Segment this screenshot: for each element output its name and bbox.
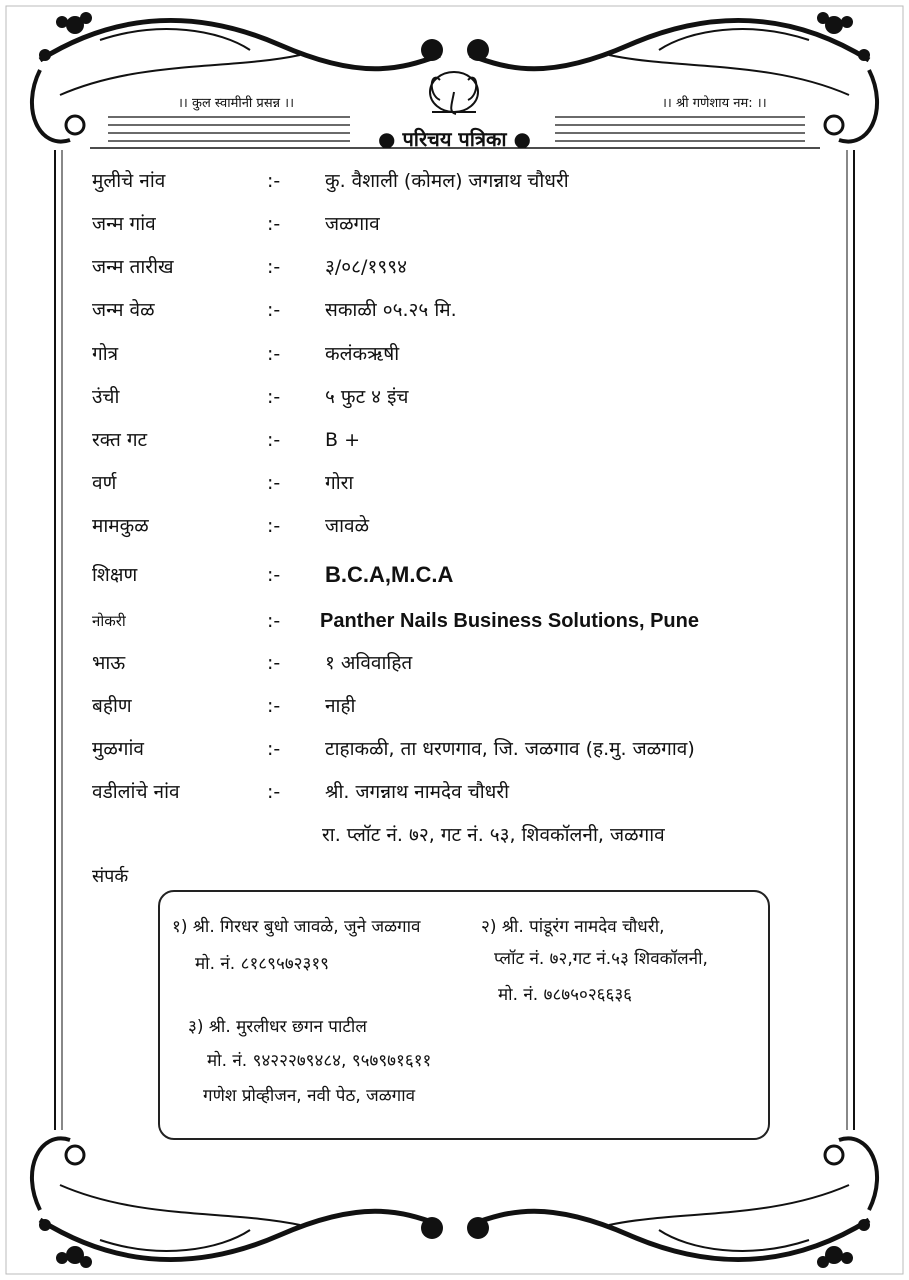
value-father-name: श्री. जगन्नाथ नामदेव चौधरी xyxy=(325,781,510,803)
separator: :- xyxy=(267,299,281,321)
value-blood-group: B + xyxy=(325,429,360,451)
label-maternal-family: मामकुळ xyxy=(92,515,149,537)
contact-1-phone: मो. नं. ८१८९५७२३१९ xyxy=(195,954,330,974)
bullet-right-icon: ● xyxy=(513,127,531,151)
separator: :- xyxy=(267,652,281,674)
value-birthtime: सकाळी ०५.२५ मि. xyxy=(325,299,457,321)
label-complexion: वर्ण xyxy=(92,472,117,494)
value-birthdate: ३/०८/१९९४ xyxy=(325,256,407,278)
contact-2-address: प्लॉट नं. ७२,गट नं.५३ शिवकॉलनी, xyxy=(494,949,708,969)
value-education: B.C.A,M.C.A xyxy=(325,562,454,587)
label-brother: भाऊ xyxy=(92,652,126,674)
label-birthtime: जन्म वेळ xyxy=(92,299,155,321)
page-title xyxy=(0,125,909,152)
separator: :- xyxy=(267,564,281,586)
value-height: ५ फुट ४ इंच xyxy=(325,386,409,408)
separator: :- xyxy=(267,695,281,717)
label-birthdate: जन्म तारीख xyxy=(92,256,174,278)
label-blood-group: रक्त गट xyxy=(92,429,148,451)
separator: :- xyxy=(267,738,281,760)
separator: :- xyxy=(267,213,281,235)
contact-3-name: ३) श्री. मुरलीधर छगन पाटील xyxy=(188,1017,367,1037)
value-sister: नाही xyxy=(325,695,356,717)
label-father-name: वडीलांचे नांव xyxy=(92,781,180,803)
contact-3-address: गणेश प्रोव्हीजन, नवी पेठ, जळगाव xyxy=(203,1086,416,1106)
father-address: रा. प्लॉट नं. ७२, गट नं. ५३, शिवकॉलनी, जळगाव xyxy=(322,824,665,846)
right-invocation: ।। श्री गणेशाय नम: ।। xyxy=(662,96,767,111)
contact-3-phone: मो. नं. ९४२२२७९४८४, ९५७९७१६११ xyxy=(207,1051,432,1071)
label-height: उंची xyxy=(92,386,120,408)
contact-2-phone: मो. नं. ७८७५०२६६३६ xyxy=(498,985,633,1005)
value-brother: १ अविवाहित xyxy=(325,652,413,674)
label-job: नोकरी xyxy=(92,612,126,630)
ganesha-icon xyxy=(430,72,478,114)
value-job: Panther Nails Business Solutions, Pune xyxy=(320,610,699,632)
separator: :- xyxy=(267,256,281,278)
value-maternal-family: जावळे xyxy=(325,515,370,537)
value-name: कु. वैशाली (कोमल) जगन्नाथ चौधरी xyxy=(325,170,569,192)
page-title-text: परिचय पत्रिका xyxy=(402,127,507,151)
separator: :- xyxy=(267,515,281,537)
bullet-left-icon: ● xyxy=(378,127,396,151)
contact-label: संपर्क xyxy=(92,866,129,887)
label-gotra: गोत्र xyxy=(92,343,119,365)
separator: :- xyxy=(267,429,281,451)
separator: :- xyxy=(267,343,281,365)
value-gotra: कलंकऋषी xyxy=(325,343,400,365)
value-complexion: गोरा xyxy=(325,472,354,494)
label-name: मुलीचे नांव xyxy=(92,170,166,192)
separator: :- xyxy=(267,610,281,632)
separator: :- xyxy=(267,170,281,192)
contact-2-name: २) श्री. पांडूरंग नामदेव चौधरी, xyxy=(481,917,665,937)
separator: :- xyxy=(267,386,281,408)
label-education: शिक्षण xyxy=(92,564,138,586)
separator: :- xyxy=(267,781,281,803)
label-birthplace: जन्म गांव xyxy=(92,213,156,235)
value-birthplace: जळगाव xyxy=(325,213,380,235)
separator: :- xyxy=(267,472,281,494)
label-native-place: मुळगांव xyxy=(92,738,144,760)
value-native-place: टाहाकळी, ता धरणगाव, जि. जळगाव (ह.मु. जळगाव) xyxy=(325,738,695,760)
contact-1-name: १) श्री. गिरधर बुधो जावळे, जुने जळगाव xyxy=(172,917,421,937)
label-sister: बहीण xyxy=(92,695,132,717)
left-invocation: ।। कुल स्वामीनी प्रसन्न ।। xyxy=(178,96,295,111)
